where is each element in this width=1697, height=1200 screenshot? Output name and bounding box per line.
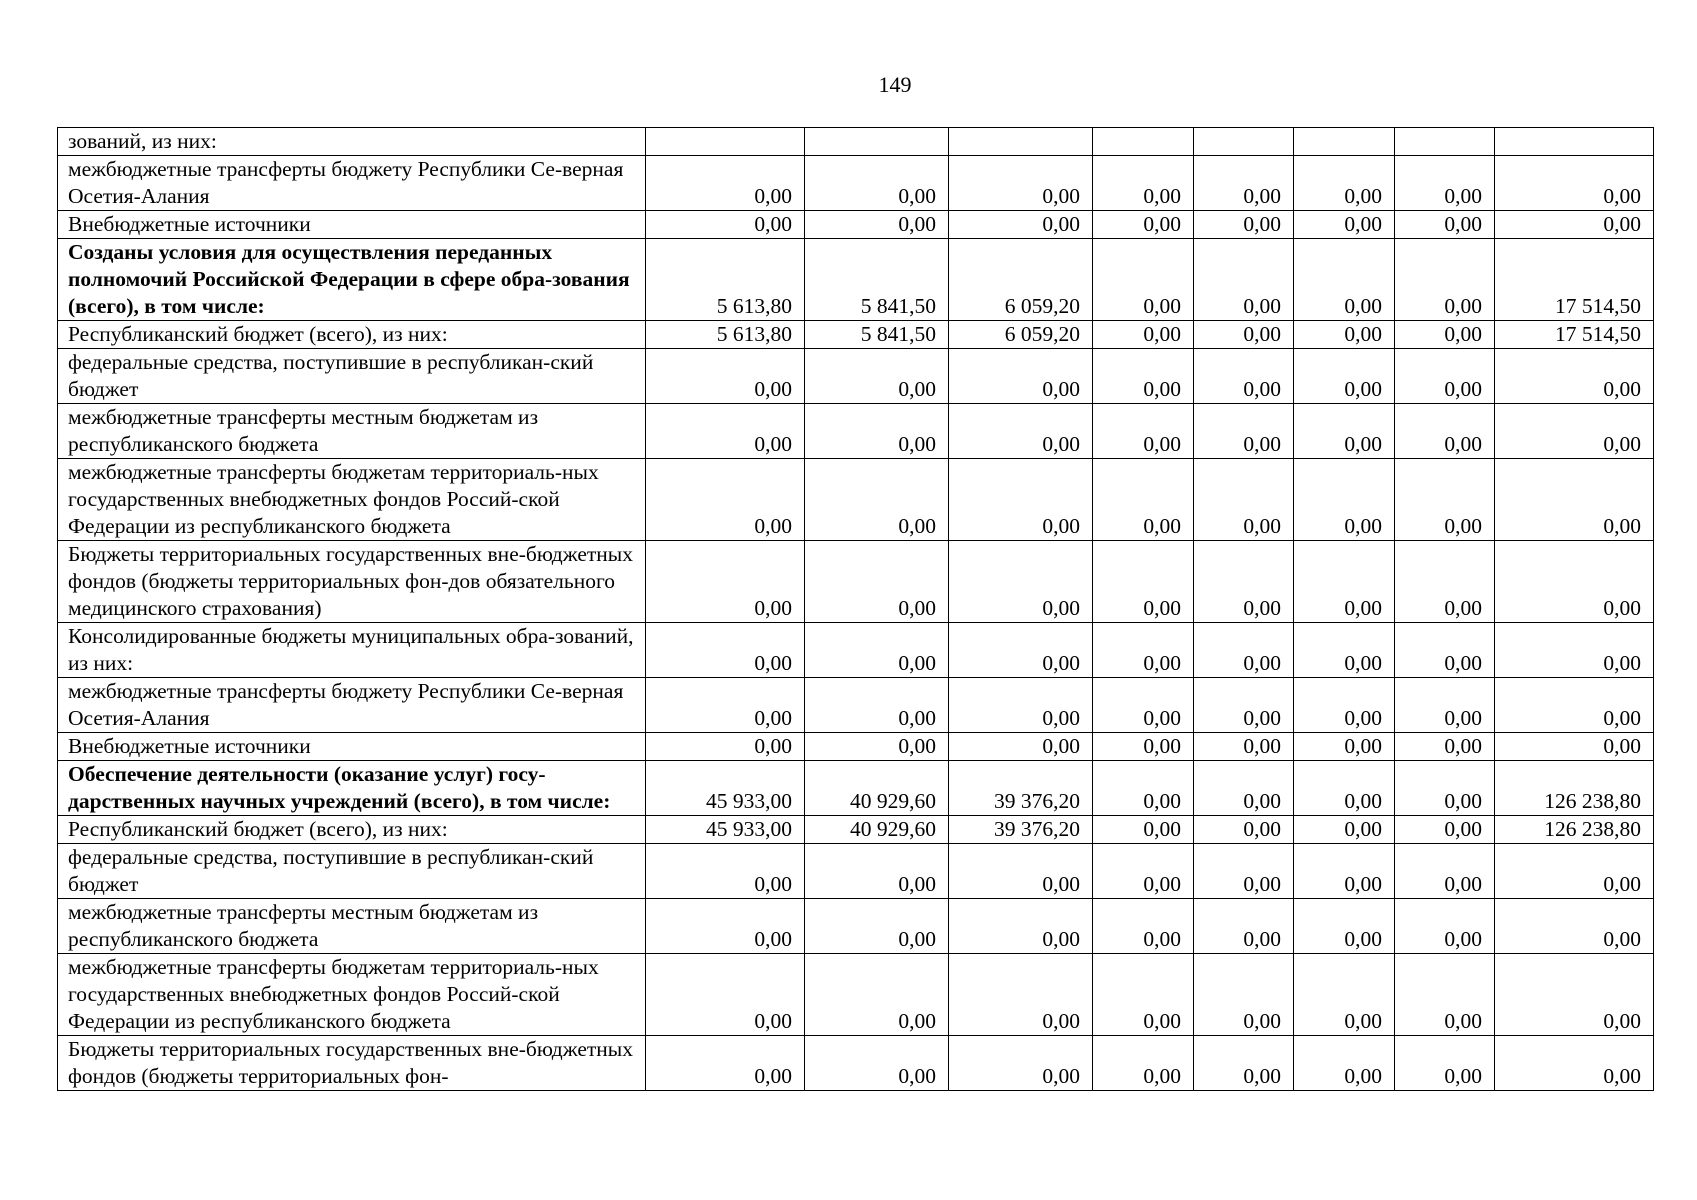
value-cell: 0,00 xyxy=(646,459,805,541)
row-label: зований, из них: xyxy=(58,128,646,156)
value-cell: 0,00 xyxy=(1395,211,1495,239)
row-label: межбюджетные трансферты бюджетам территориаль-ных государственных внебюджетных фондов Россий-ской Федерации из республиканского бюджета xyxy=(58,459,646,541)
value-cell: 0,00 xyxy=(1294,459,1395,541)
value-cell: 0,00 xyxy=(1294,733,1395,761)
value-cell: 0,00 xyxy=(1395,404,1495,459)
value-cell xyxy=(1395,128,1495,156)
value-cell: 0,00 xyxy=(1395,156,1495,211)
value-cell: 0,00 xyxy=(805,733,949,761)
value-cell: 0,00 xyxy=(1395,844,1495,899)
table-row xyxy=(58,623,1654,678)
value-cell: 0,00 xyxy=(1294,541,1395,623)
value-cell: 0,00 xyxy=(1093,733,1194,761)
value-cell: 0,00 xyxy=(1194,761,1294,816)
value-cell: 0,00 xyxy=(1395,623,1495,678)
value-cell: 0,00 xyxy=(1294,211,1395,239)
table-row xyxy=(58,404,1654,459)
value-cell: 0,00 xyxy=(1294,761,1395,816)
row-label: Консолидированные бюджеты муниципальных обра-зований, из них: xyxy=(58,623,646,678)
value-cell: 0,00 xyxy=(1294,816,1395,844)
value-cell: 0,00 xyxy=(805,623,949,678)
value-cell: 0,00 xyxy=(1194,321,1294,349)
value-cell: 0,00 xyxy=(1194,678,1294,733)
value-cell: 40 929,60 xyxy=(805,761,949,816)
value-cell: 0,00 xyxy=(1495,541,1654,623)
value-cell: 0,00 xyxy=(949,844,1093,899)
row-label: Республиканский бюджет (всего), из них: xyxy=(58,321,646,349)
row-label: межбюджетные трансферты бюджету Республики Се-верная Осетия-Алания xyxy=(58,678,646,733)
value-cell: 0,00 xyxy=(1294,239,1395,321)
row-label: Бюджеты территориальных государственных вне-бюджетных фондов (бюджеты территориальных фон-дов обязательного медицинского страхования) xyxy=(58,541,646,623)
value-cell: 5 841,50 xyxy=(805,239,949,321)
value-cell: 0,00 xyxy=(805,678,949,733)
value-cell: 0,00 xyxy=(1495,844,1654,899)
value-cell: 0,00 xyxy=(805,156,949,211)
value-cell: 0,00 xyxy=(646,349,805,404)
value-cell: 45 933,00 xyxy=(646,816,805,844)
row-label: Внебюджетные источники xyxy=(58,733,646,761)
value-cell: 0,00 xyxy=(1294,404,1395,459)
value-cell: 0,00 xyxy=(949,1036,1093,1091)
value-cell: 0,00 xyxy=(949,349,1093,404)
value-cell: 0,00 xyxy=(949,678,1093,733)
budget-table xyxy=(57,127,1654,1091)
table-row xyxy=(58,541,1654,623)
value-cell: 0,00 xyxy=(949,623,1093,678)
value-cell: 0,00 xyxy=(1093,404,1194,459)
table-row xyxy=(58,899,1654,954)
value-cell: 0,00 xyxy=(646,541,805,623)
value-cell: 0,00 xyxy=(1495,156,1654,211)
value-cell: 0,00 xyxy=(646,1036,805,1091)
table-row xyxy=(58,733,1654,761)
value-cell: 0,00 xyxy=(1194,239,1294,321)
value-cell: 0,00 xyxy=(805,954,949,1036)
value-cell: 0,00 xyxy=(1395,1036,1495,1091)
value-cell xyxy=(1093,128,1194,156)
value-cell: 0,00 xyxy=(1395,733,1495,761)
value-cell: 0,00 xyxy=(805,349,949,404)
value-cell: 0,00 xyxy=(805,541,949,623)
value-cell: 0,00 xyxy=(1495,899,1654,954)
value-cell: 0,00 xyxy=(949,211,1093,239)
value-cell: 39 376,20 xyxy=(949,816,1093,844)
value-cell: 0,00 xyxy=(1395,899,1495,954)
value-cell: 0,00 xyxy=(1495,404,1654,459)
table-row xyxy=(58,211,1654,239)
page-number: 149 xyxy=(878,72,912,97)
value-cell: 0,00 xyxy=(1294,899,1395,954)
value-cell xyxy=(949,128,1093,156)
value-cell xyxy=(1294,128,1395,156)
value-cell: 0,00 xyxy=(1294,156,1395,211)
value-cell: 0,00 xyxy=(949,156,1093,211)
value-cell: 0,00 xyxy=(1495,349,1654,404)
row-label: межбюджетные трансферты бюджетам территориаль-ных государственных внебюджетных фондов Россий-ской Федерации из республиканского бюджета xyxy=(58,954,646,1036)
table-row xyxy=(58,128,1654,156)
value-cell: 45 933,00 xyxy=(646,761,805,816)
value-cell: 0,00 xyxy=(1093,678,1194,733)
value-cell: 0,00 xyxy=(949,899,1093,954)
value-cell: 0,00 xyxy=(1194,844,1294,899)
value-cell: 0,00 xyxy=(1194,211,1294,239)
value-cell: 0,00 xyxy=(949,459,1093,541)
value-cell: 0,00 xyxy=(1194,623,1294,678)
value-cell: 0,00 xyxy=(1495,623,1654,678)
value-cell: 0,00 xyxy=(1093,156,1194,211)
value-cell: 5 613,80 xyxy=(646,321,805,349)
value-cell: 0,00 xyxy=(1294,623,1395,678)
table-row xyxy=(58,1036,1654,1091)
table-row xyxy=(58,954,1654,1036)
table-row xyxy=(58,678,1654,733)
value-cell xyxy=(1495,128,1654,156)
value-cell: 0,00 xyxy=(949,954,1093,1036)
value-cell: 0,00 xyxy=(646,623,805,678)
budget-table-body xyxy=(58,128,1654,1091)
value-cell: 17 514,50 xyxy=(1495,321,1654,349)
value-cell xyxy=(805,128,949,156)
value-cell: 0,00 xyxy=(1093,211,1194,239)
value-cell: 0,00 xyxy=(1194,459,1294,541)
row-label: Бюджеты территориальных государственных вне-бюджетных фондов (бюджеты территориальных фон- xyxy=(58,1036,646,1091)
value-cell: 126 238,80 xyxy=(1495,761,1654,816)
value-cell: 0,00 xyxy=(805,459,949,541)
row-label: межбюджетные трансферты бюджету Республики Се-верная Осетия-Алания xyxy=(58,156,646,211)
table-row xyxy=(58,156,1654,211)
table-row xyxy=(58,349,1654,404)
value-cell: 0,00 xyxy=(949,404,1093,459)
table-row xyxy=(58,761,1654,816)
value-cell: 0,00 xyxy=(1093,239,1194,321)
value-cell: 0,00 xyxy=(646,733,805,761)
value-cell: 0,00 xyxy=(805,899,949,954)
value-cell: 0,00 xyxy=(1395,816,1495,844)
value-cell: 0,00 xyxy=(1194,816,1294,844)
value-cell: 0,00 xyxy=(1294,954,1395,1036)
value-cell: 0,00 xyxy=(805,211,949,239)
value-cell: 0,00 xyxy=(1495,678,1654,733)
value-cell: 0,00 xyxy=(646,899,805,954)
value-cell: 0,00 xyxy=(1194,899,1294,954)
value-cell: 0,00 xyxy=(1395,541,1495,623)
value-cell: 0,00 xyxy=(1194,156,1294,211)
row-label: Созданы условия для осуществления переданных полномочий Российской Федерации в сфере обра-зования (всего), в том числе: xyxy=(58,239,646,321)
value-cell: 0,00 xyxy=(1093,459,1194,541)
row-label: Обеспечение деятельности (оказание услуг) госу-дарственных научных учреждений (всего), в том числе: xyxy=(58,761,646,816)
value-cell: 5 613,80 xyxy=(646,239,805,321)
value-cell: 0,00 xyxy=(646,404,805,459)
value-cell: 0,00 xyxy=(1093,541,1194,623)
value-cell: 0,00 xyxy=(1395,459,1495,541)
value-cell: 0,00 xyxy=(1093,899,1194,954)
value-cell: 0,00 xyxy=(1194,733,1294,761)
row-label: федеральные средства, поступившие в республикан-ский бюджет xyxy=(58,349,646,404)
value-cell: 0,00 xyxy=(1495,733,1654,761)
value-cell: 0,00 xyxy=(1294,321,1395,349)
value-cell: 0,00 xyxy=(1194,404,1294,459)
value-cell xyxy=(1194,128,1294,156)
value-cell: 0,00 xyxy=(1294,844,1395,899)
value-cell: 0,00 xyxy=(1395,954,1495,1036)
value-cell: 0,00 xyxy=(1395,678,1495,733)
value-cell: 0,00 xyxy=(646,678,805,733)
value-cell: 0,00 xyxy=(1495,459,1654,541)
value-cell: 0,00 xyxy=(1194,1036,1294,1091)
value-cell: 39 376,20 xyxy=(949,761,1093,816)
value-cell: 0,00 xyxy=(1395,761,1495,816)
value-cell: 5 841,50 xyxy=(805,321,949,349)
value-cell: 17 514,50 xyxy=(1495,239,1654,321)
value-cell: 0,00 xyxy=(1395,349,1495,404)
row-label: Внебюджетные источники xyxy=(58,211,646,239)
value-cell: 40 929,60 xyxy=(805,816,949,844)
value-cell: 0,00 xyxy=(1294,1036,1395,1091)
table-row xyxy=(58,816,1654,844)
value-cell: 0,00 xyxy=(1495,1036,1654,1091)
value-cell: 6 059,20 xyxy=(949,239,1093,321)
value-cell: 0,00 xyxy=(1093,954,1194,1036)
value-cell: 0,00 xyxy=(1093,321,1194,349)
table-row xyxy=(58,321,1654,349)
value-cell: 0,00 xyxy=(1395,321,1495,349)
value-cell: 0,00 xyxy=(1194,349,1294,404)
value-cell: 0,00 xyxy=(1093,623,1194,678)
value-cell: 0,00 xyxy=(1194,541,1294,623)
value-cell: 6 059,20 xyxy=(949,321,1093,349)
value-cell: 0,00 xyxy=(1495,954,1654,1036)
table-row xyxy=(58,459,1654,541)
value-cell: 0,00 xyxy=(1495,211,1654,239)
value-cell: 0,00 xyxy=(805,404,949,459)
value-cell: 0,00 xyxy=(805,1036,949,1091)
table-row xyxy=(58,844,1654,899)
value-cell xyxy=(646,128,805,156)
value-cell: 0,00 xyxy=(1093,349,1194,404)
row-label: межбюджетные трансферты местным бюджетам из республиканского бюджета xyxy=(58,404,646,459)
value-cell: 126 238,80 xyxy=(1495,816,1654,844)
row-label: Республиканский бюджет (всего), из них: xyxy=(58,816,646,844)
value-cell: 0,00 xyxy=(646,954,805,1036)
value-cell: 0,00 xyxy=(646,844,805,899)
value-cell: 0,00 xyxy=(949,541,1093,623)
value-cell: 0,00 xyxy=(646,211,805,239)
value-cell: 0,00 xyxy=(1093,1036,1194,1091)
row-label: межбюджетные трансферты местным бюджетам из республиканского бюджета xyxy=(58,899,646,954)
value-cell: 0,00 xyxy=(805,844,949,899)
value-cell: 0,00 xyxy=(1093,844,1194,899)
value-cell: 0,00 xyxy=(1294,678,1395,733)
value-cell: 0,00 xyxy=(949,733,1093,761)
value-cell: 0,00 xyxy=(646,156,805,211)
value-cell: 0,00 xyxy=(1294,349,1395,404)
row-label: федеральные средства, поступившие в республикан-ский бюджет xyxy=(58,844,646,899)
value-cell: 0,00 xyxy=(1194,954,1294,1036)
value-cell: 0,00 xyxy=(1093,816,1194,844)
table-row xyxy=(58,239,1654,321)
value-cell: 0,00 xyxy=(1395,239,1495,321)
value-cell: 0,00 xyxy=(1093,761,1194,816)
